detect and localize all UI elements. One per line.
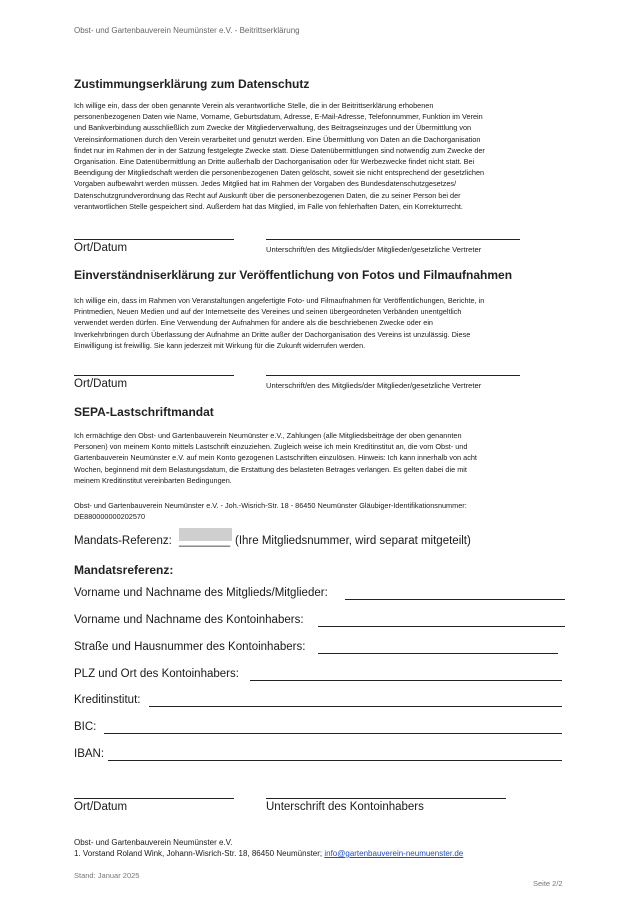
mandate-ref-note: (Ihre Mitgliedsnummer, wird separat mitgeteilt) <box>235 535 471 547</box>
member-name-label: Vorname und Nachname des Mitglieds/Mitglieder: <box>74 587 328 599</box>
text-line: Organisation. Eine Datenübermittlung an Dritte außerhalb der Dachorganisation oder für Werbezwecke findet nicht statt. Bei <box>74 157 475 167</box>
text-line: verantwortlichen Stelle gespeichert sind. Außerdem hat das Mitglied, im Falle von fehlerhaften Daten, ein Korrekturrecht. <box>74 201 463 211</box>
privacy-signature-label: Unterschrift/en des Mitglieds/der Mitglieder/gesetzliche Vertreter <box>266 245 482 254</box>
footer <box>74 837 463 859</box>
photos-signature-label: Unterschrift/en des Mitglieds/der Mitglieder/gesetzliche Vertreter <box>266 381 482 390</box>
holder-city-label: PLZ und Ort des Kontoinhabers: <box>74 668 239 680</box>
photos-text <box>74 295 574 351</box>
mandate-ref-blank[interactable]: ________ <box>179 535 231 547</box>
date-stand: Stand: Januar 2025 <box>74 871 140 880</box>
sepa-signature-line[interactable] <box>266 798 506 799</box>
text-line: Inverkehrbringen durch Überlassung der Aufnahme an Dritte außer der Dachorganisation des Vereins ist unzulässig. Diese <box>74 329 471 339</box>
privacy-text <box>74 100 574 212</box>
member-name-field[interactable] <box>345 599 565 600</box>
photos-heading: Einverständniserklärung zur Veröffentlichung von Fotos und Filmaufnahmen <box>74 268 513 282</box>
page-header: Obst- und Gartenbauverein Neumünster e.V. - Beitrittserklärung <box>74 26 300 35</box>
text-line: Ich willige ein, dass der oben genannte Verein als verantwortliche Stelle, die in der Beitrittserklärung erhobenen <box>74 101 434 110</box>
text-line: Beendigung der Mitgliedschaft werden die personenbezogenen Daten gelöscht, soweit sie nicht entsprechend der gesetzlichen <box>74 168 485 178</box>
text-line: Obst- und Gartenbauverein Neumünster e.V. - Joh.-Wisrich-Str. 18 - 86450 Neumünster Gläubiger-Identifikationsnummer: <box>74 501 467 510</box>
photos-signature-line[interactable] <box>266 375 520 376</box>
email-link[interactable]: info@gartenbauverein-neumuenster.de <box>324 849 464 858</box>
text-line: Ich ermächtige den Obst- und Gartenbauverein Neumünster e.V., Zahlungen (alle Mitgliedsbeiträge der oben genannten <box>74 431 462 440</box>
photos-place-date-line[interactable] <box>74 375 234 376</box>
creditor-info <box>74 500 574 522</box>
mandate-ref-label: Mandats-Referenz: <box>74 535 172 547</box>
holder-street-label: Straße und Hausnummer des Kontoinhabers: <box>74 641 306 653</box>
sepa-place-date-line[interactable] <box>74 798 234 799</box>
footer-address <box>74 848 463 859</box>
sepa-signature-label: Unterschrift des Kontoinhabers <box>266 801 424 813</box>
privacy-place-date-line[interactable] <box>74 239 234 240</box>
holder-city-field[interactable] <box>250 680 562 681</box>
footer-contact: 1. Vorstand Roland Wink, Johann-Wisrich-Str. 18, 86450 Neumünster; <box>74 849 325 858</box>
text-line: Vereinsinformationen durch den Verein verarbeitet und genutzt werden. Eine Übermittlung von Daten an die Dachorganisation <box>74 134 481 144</box>
sepa-text <box>74 430 574 486</box>
text-line: Datenschutzgrundverordnung das Recht auf Auskunft über die personenbezogenen Daten, die zu seiner Person bei der <box>74 190 461 200</box>
text-line: DE880000000202570 <box>74 512 146 522</box>
bank-field[interactable] <box>149 706 562 707</box>
text-line: Einwilligung ist freiwillig. Sie kann jederzeit mit Wirkung für die Zukunft widerrufen werden. <box>74 340 366 350</box>
text-line: Wochen, beginnend mit dem Belastungsdatum, die Erstattung des belasteten Betrages verlangen. Es gelten dabei die mit <box>74 464 467 474</box>
text-line: und Bankverbindung ausschließlich zum Zwecke der Mitgliederverwaltung, des Beitragseinzuges und der Übermittlung von <box>74 123 472 133</box>
text-line: verwendet werden dürfen. Eine Verwendung der Aufnahmen für andere als die beschriebenen Zwecke oder ein <box>74 318 433 328</box>
text-line: findet nur im Rahmen der in der Satzung festgelegte Zwecke statt. Diese Datenübermittlungen sind notwendig zum Zwecke der <box>74 145 485 155</box>
holder-name-label: Vorname und Nachname des Kontoinhabers: <box>74 614 304 626</box>
iban-label: IBAN: <box>74 748 105 760</box>
sepa-heading: SEPA-Lastschriftmandat <box>74 405 214 419</box>
privacy-heading: Zustimmungserklärung zum Datenschutz <box>74 77 310 91</box>
bic-field[interactable] <box>104 733 562 734</box>
page-number: Seite 2/2 <box>533 879 563 888</box>
text-line: personenbezogenen Daten wie Name, Vorname, Geburtsdatum, Adresse, E-Mail-Adresse, Telefonnummer, Funktion im Verein <box>74 112 483 122</box>
holder-street-field[interactable] <box>318 653 558 654</box>
iban-field[interactable] <box>108 760 562 761</box>
mandate-subheading: Mandatsreferenz: <box>74 563 174 577</box>
text-line: meinem Kreditinstitut vereinbarten Bedingungen. <box>74 475 232 485</box>
bic-label: BIC: <box>74 721 97 733</box>
text-line: Printmedien, Neuen Medien und auf der Internetseite des Vereines und seinen übergeordneten Verbänden unentgeltlich <box>74 307 462 317</box>
text-line: Gartenbauverein Neumünster e.V. auf mein Konto gezogenen Lastschriften einzulösen. Hinweis: Ich kann innerhalb von acht <box>74 453 477 463</box>
text-line: Personen) von meinem Konto mittels Lastschrift einzuziehen. Zugleich weise ich mein Kreditinstitut an, die vom Obst- und <box>74 442 468 452</box>
text-line: Vorgaben aufbewahrt werden müssen. Jedes Mitglied hat im Rahmen der Vorgaben des Bundesdatenschutzgesetzes/ <box>74 179 457 189</box>
sepa-place-date-label: Ort/Datum <box>74 801 128 813</box>
bank-label: Kreditinstitut: <box>74 694 141 706</box>
privacy-place-date-label: Ort/Datum <box>74 242 128 254</box>
text-line: Ich willige ein, dass im Rahmen von Veranstaltungen angefertigte Foto- und Filmaufnahmen für Veröffentlichungen, Berichte, in <box>74 296 485 305</box>
photos-place-date-label: Ort/Datum <box>74 378 128 390</box>
holder-name-field[interactable] <box>318 626 565 627</box>
privacy-signature-line[interactable] <box>266 239 520 240</box>
footer-org: Obst- und Gartenbauverein Neumünster e.V. <box>74 838 233 847</box>
